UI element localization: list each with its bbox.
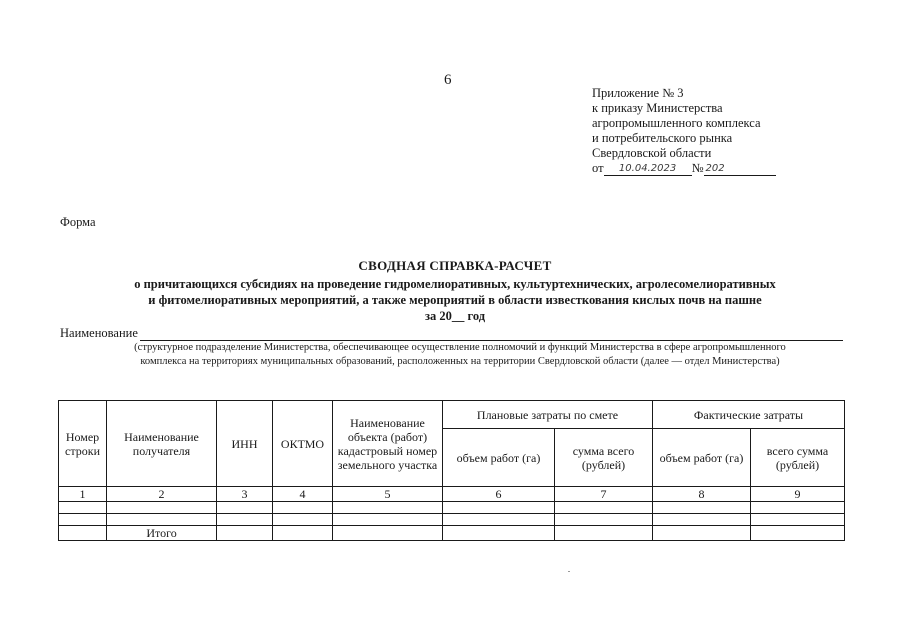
document-title: [60, 258, 850, 324]
table-cell: [217, 526, 273, 541]
page-number: 6: [444, 72, 452, 88]
table-cell: [653, 526, 751, 541]
appendix-line: Приложение № 3: [592, 86, 684, 100]
appendix-block: [592, 86, 776, 176]
table-cell: [751, 502, 845, 514]
table-cell: [333, 514, 443, 526]
title-line: и фитомелиоративных мероприятий, а также мероприятий в области известкования кислых почв на пашне: [148, 293, 762, 307]
table-cell: [333, 526, 443, 541]
table-cell: [59, 514, 107, 526]
handwritten-number: 202: [704, 163, 776, 176]
table-cell: [107, 514, 217, 526]
total-row: [59, 526, 845, 541]
table-cell: [59, 526, 107, 541]
total-label: Итого: [107, 526, 217, 541]
column-numbers-row: [59, 487, 845, 502]
column-number: 1: [59, 487, 107, 502]
name-underline: [140, 328, 843, 341]
appendix-line: агропромышленного комплекса: [592, 116, 761, 130]
name-note-line: комплекса на территориях муниципальных образований, расположенных на территории Свердловской области (далее — отдел Министерства): [140, 356, 780, 367]
table-row: [59, 502, 845, 514]
title-main: СВОДНАЯ СПРАВКА-РАСЧЕТ: [358, 258, 552, 273]
table-cell: [751, 514, 845, 526]
name-note: [80, 341, 840, 369]
form-label: Форма: [60, 215, 96, 229]
header-actual-sum: всего сумма (рублей): [751, 429, 845, 487]
table-cell: [751, 526, 845, 541]
name-note-line: (структурное подразделение Министерства, обеспечивающее осуществление полномочий и функций Министерства в сфере агропромышленного: [134, 342, 786, 353]
table-cell: [443, 502, 555, 514]
header-row-number: Номер строки: [59, 401, 107, 487]
name-label: Наименование: [60, 326, 138, 340]
table-cell: [333, 502, 443, 514]
header-planned-volume: объем работ (га): [443, 429, 555, 487]
table-cell: [555, 526, 653, 541]
column-number: 3: [217, 487, 273, 502]
header-recipient: Наименование получателя: [107, 401, 217, 487]
column-number: 2: [107, 487, 217, 502]
column-number: 5: [333, 487, 443, 502]
header-actual: Фактические затраты: [653, 401, 845, 429]
table-cell: [555, 502, 653, 514]
from-label: от: [592, 161, 604, 175]
order-date-number: [592, 161, 776, 176]
column-number: 8: [653, 487, 751, 502]
header-planned: Плановые затраты по смете: [443, 401, 653, 429]
table-cell: [273, 514, 333, 526]
scan-speck: [568, 571, 570, 572]
column-number: 7: [555, 487, 653, 502]
table-cell: [217, 514, 273, 526]
table-row: [59, 514, 845, 526]
title-year: за 20__ год: [424, 309, 486, 323]
column-number: 6: [443, 487, 555, 502]
header-oktmo: ОКТМО: [273, 401, 333, 487]
appendix-line: к приказу Министерства: [592, 101, 723, 115]
handwritten-date: 10.04.2023: [604, 163, 692, 176]
header-object: Наименование объекта (работ) кадастровый номер земельного участка: [333, 401, 443, 487]
name-field: [60, 326, 843, 341]
appendix-line: Свердловской области: [592, 146, 712, 160]
header-actual-volume: объем работ (га): [653, 429, 751, 487]
title-line: о причитающихся субсидиях на проведение гидромелиоративных, культуртехнических, агролесомелиоративных: [134, 277, 776, 291]
header-planned-sum: сумма всего (рублей): [555, 429, 653, 487]
calculation-table: [58, 400, 845, 541]
table-cell: [653, 502, 751, 514]
table-cell: [273, 502, 333, 514]
number-label: №: [691, 161, 704, 175]
table-cell: [59, 502, 107, 514]
table-cell: [217, 502, 273, 514]
table-cell: [273, 526, 333, 541]
table-cell: [443, 526, 555, 541]
table-cell: [107, 502, 217, 514]
table-cell: [653, 514, 751, 526]
header-inn: ИНН: [217, 401, 273, 487]
table-cell: [443, 514, 555, 526]
column-number: 4: [273, 487, 333, 502]
appendix-line: и потребительского рынка: [592, 131, 733, 145]
column-number: 9: [751, 487, 845, 502]
table-cell: [555, 514, 653, 526]
